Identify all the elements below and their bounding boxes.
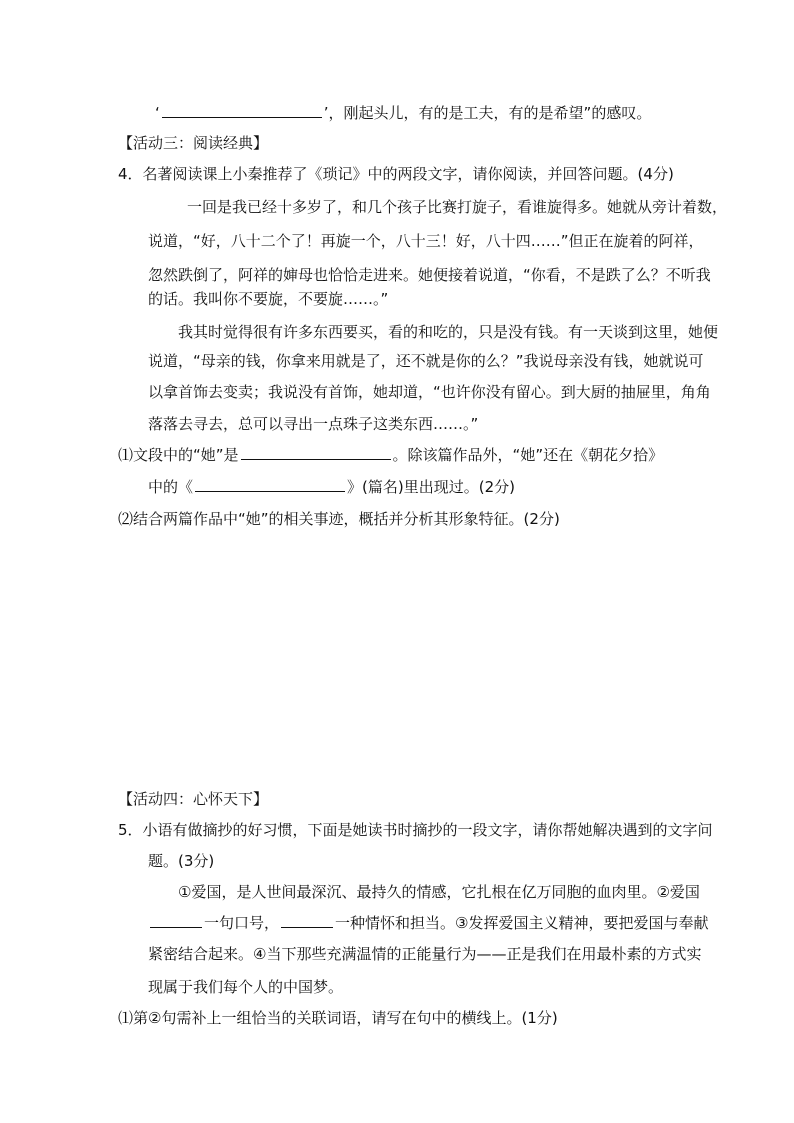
q4-stem: 4．名著阅读课上小秦推荐了《琐记》中的两段文字，请你阅读，并回答问题。(4分) [118,165,674,183]
answer-blank-top[interactable] [162,103,322,118]
answer-blank-title[interactable] [195,477,345,492]
q5-passage-line2-a: 一句口号， [204,914,280,932]
q4-sub1-line2 [148,477,515,497]
q4-answer-space[interactable] [118,540,678,780]
q4-passage2-line4: 落落去寻去，总可以寻出一点珠子这类东西……。” [148,415,479,433]
top-line-text: ’，刚起头儿，有的是工夫，有的是希望”的感叹。 [323,104,652,122]
q4-sub1-text-c: 中的《 [148,478,194,496]
q5-passage-line4: 现属于我们每个人的中国梦。 [148,978,344,996]
q4-sub1-line1 [118,445,663,465]
q4-passage2-line1: 我其时觉得很有许多东西要买，看的和吃的，只是没有钱。有一天谈到这里，她便 [178,323,719,341]
q4-passage2-line3: 以拿首饰去变卖；我说没有首饰，她却道，“也许你没有留心。到大厨的抽屉里，角角 [148,383,711,401]
q4-passage1-line2: 说道，“好，八十二个了！再旋一个，八十三！好，八十四……”但正在旋着的阿祥， [148,232,704,250]
q5-stem-line2: 题。(3分) [148,852,215,870]
q5-passage-line3: 紧密结合起来。④当下那些充满温情的正能量行为——正是我们在用最朴素的方式实 [148,945,702,963]
answer-blank-conj2[interactable] [281,913,333,928]
q4-passage1-line3: 忽然跌倒了，阿祥的婶母也恰恰走进来。她便接着说道，“你看，不是跌了么？不听我 [148,266,711,284]
answer-blank-conj1[interactable] [150,913,202,928]
open-quote: ‘ [155,104,160,122]
activity4-heading: 【活动四：心怀天下】 [118,790,269,808]
q5-sub1: ⑴第②句需补上一组恰当的关联词语，请写在句中的横线上。(1分) [118,1009,558,1027]
answer-blank-she[interactable] [241,445,391,460]
q4-passage2-line2: 说道，“母亲的钱，你拿来用就是了，还不就是你的么？”我说母亲没有钱，她就说可 [148,352,704,370]
q5-passage-line2-b: 一种情怀和担当。③发挥爱国主义精神，要把爱国与奉献 [335,914,709,932]
q4-sub1-text-d: 》(篇名)里出现过。(2分) [347,478,515,496]
q4-passage1-line1: 一回是我已经十多岁了，和几个孩子比赛打旋子，看谁旋得多。她就从旁计着数， [187,198,728,216]
q5-passage-line1: ①爱国，是人世间最深沉、最持久的情感，它扎根在亿万同胞的血肉里。②爱国 [178,883,700,901]
q5-stem-line1: 5．小语有做摘抄的好习惯，下面是她读书时摘抄的一段文字，请你帮她解决遇到的文字问 [118,821,713,839]
top-continuation-line [155,103,651,123]
q4-sub1-text-b: 。除该篇作品外，“她”还在《朝花夕拾》 [392,446,664,464]
q4-sub1-text-a: ⑴文段中的“她”是 [118,446,239,464]
q5-passage-line2 [148,913,708,933]
activity3-heading: 【活动三：阅读经典】 [118,134,269,152]
q4-sub2: ⑵结合两篇作品中“她”的相关事迹，概括并分析其形象特征。(2分) [118,510,560,528]
q4-passage1-line4: 的话。我叫你不要旋，不要旋……。” [148,290,389,308]
